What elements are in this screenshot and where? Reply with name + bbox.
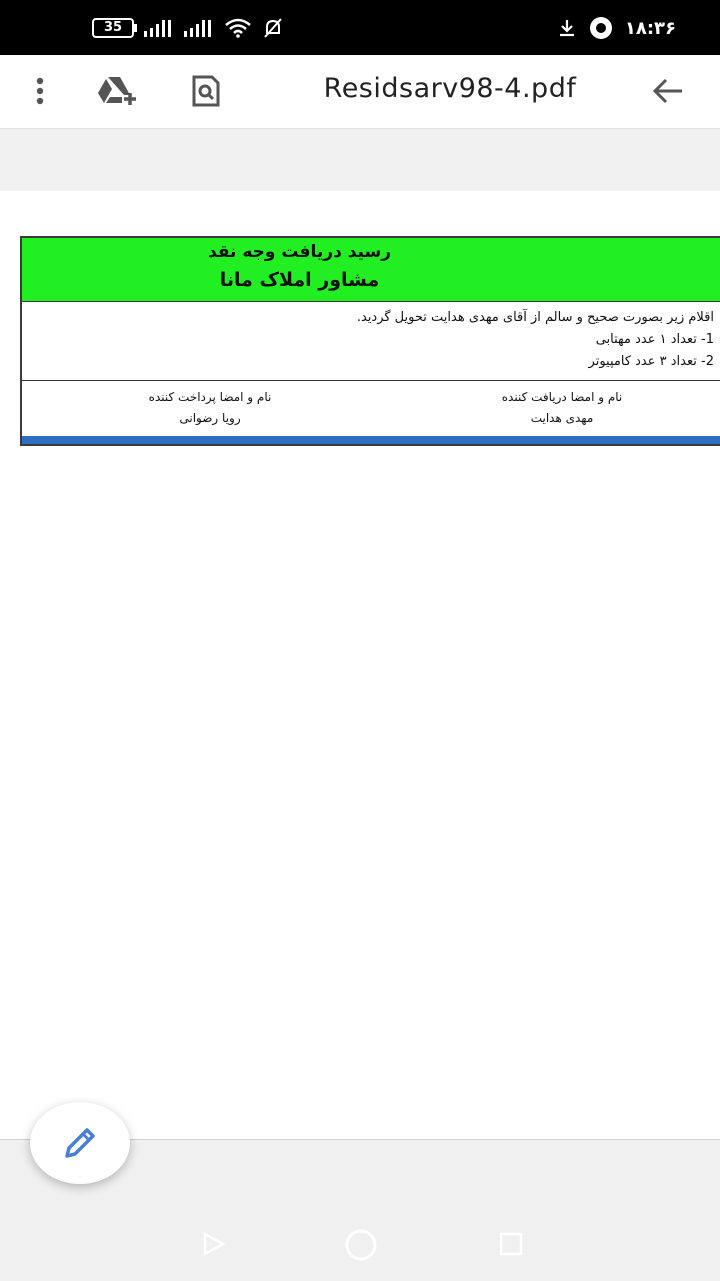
nav-home-icon[interactable]: [344, 1228, 378, 1266]
receipt-line: اقلام زیر بصورت صحیح و سالم از آقای مهدی هدایت تحویل گردید.: [356, 310, 714, 325]
nav-back-icon[interactable]: [202, 1232, 226, 1260]
toolbar-band: [0, 129, 720, 191]
receipt-line: 2- تعداد ۳ عدد کامپیوتر: [588, 354, 714, 369]
signal-icon: [144, 19, 174, 37]
back-arrow-icon[interactable]: [644, 67, 692, 115]
payer-label: نام و امضا پرداخت کننده: [148, 390, 272, 404]
battery-icon: 35: [92, 18, 134, 38]
signal-icon-2: [184, 19, 214, 37]
payer-signature: [80, 387, 340, 429]
drive-add-icon[interactable]: [94, 67, 142, 115]
status-left-group: [92, 14, 284, 42]
status-right-group: [557, 14, 676, 42]
document-page[interactable]: [0, 191, 720, 1139]
payer-name: رویا رضوانی: [179, 411, 241, 425]
edit-fab-button[interactable]: [30, 1102, 130, 1184]
app-bar: [0, 55, 720, 129]
pencil-edit-icon: [61, 1124, 99, 1162]
company-name: مشاور املاک مانا: [219, 269, 380, 291]
receipt-line: 1- تعداد ۱ عدد مهتابی: [595, 332, 714, 347]
wifi-icon: [224, 18, 252, 38]
receiver-name: مهدی هدایت: [530, 411, 594, 425]
receipt-table: [20, 236, 720, 446]
vpn-icon: [589, 16, 613, 40]
receiver-label: نام و امضا دریافت کننده: [501, 390, 623, 404]
nav-recents-icon[interactable]: [499, 1232, 523, 1260]
bell-off-icon: [262, 17, 284, 39]
signature-row: [22, 381, 720, 433]
status-bar: [0, 0, 720, 55]
more-vert-icon[interactable]: [16, 67, 64, 115]
find-in-page-icon[interactable]: [182, 67, 230, 115]
document-title: Residsarv98-4.pdf: [323, 73, 577, 104]
receipt-title: رسید دریافت وجه نقد: [208, 242, 391, 262]
receipt-footer-bar: [22, 436, 720, 444]
clock: ۱۸:۳۶: [624, 17, 676, 39]
receipt-body: [22, 302, 720, 381]
receipt-header: [22, 238, 720, 302]
receiver-signature: [432, 387, 692, 429]
download-icon: [557, 18, 577, 38]
